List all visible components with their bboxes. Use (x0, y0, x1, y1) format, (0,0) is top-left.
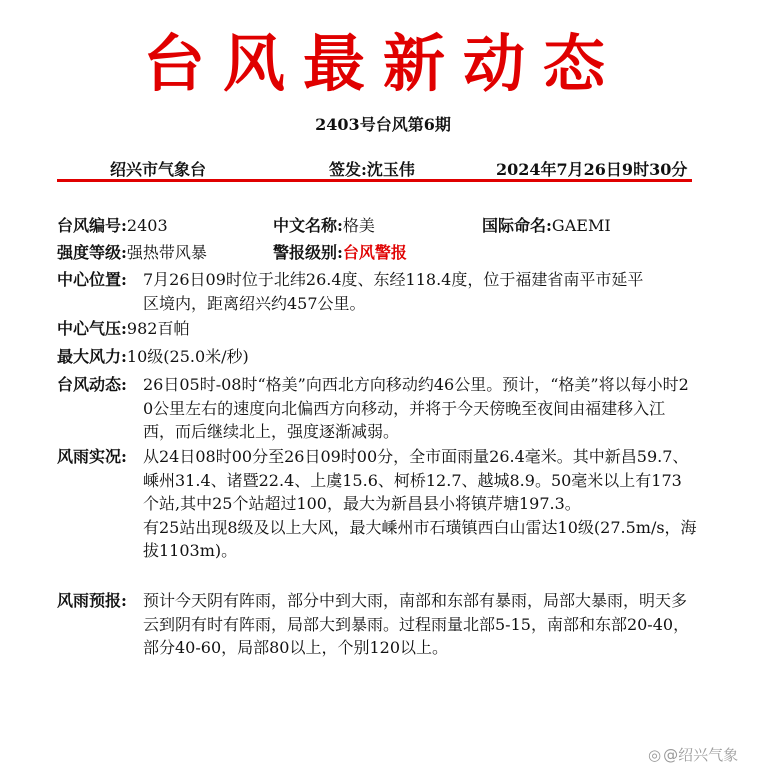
row-typhoon-number (57, 214, 168, 238)
number-value: 2403 (126, 216, 168, 235)
issue-datetime: 2024年7月26日9时30分 (496, 160, 688, 179)
warning-label: 警报级别: (273, 243, 343, 262)
row-pressure (57, 317, 189, 341)
intl-name-label: 国际命名: (482, 216, 552, 235)
intl-name-value: GAEMI (551, 216, 611, 235)
header-divider (57, 179, 692, 182)
position-line-2: 区境内，距离绍兴约457公里。 (143, 293, 366, 313)
center-position (57, 268, 697, 315)
position-label: 中心位置: (57, 270, 127, 289)
position-line-1: 7月26日09时位于北纬26.4度、东经118.4度，位于福建省南平市延平 (143, 270, 644, 289)
row-max-wind (57, 345, 249, 369)
intensity-label: 强度等级: (57, 243, 127, 262)
typhoon-movement (57, 373, 697, 444)
row-intensity (57, 241, 207, 265)
row-warning (273, 241, 407, 265)
intensity-value: 强热带风暴 (126, 243, 207, 262)
observed-weather (57, 445, 697, 563)
weibo-icon: ◎ (648, 746, 662, 764)
wind-value: 10级(25.0米/秒) (126, 347, 249, 366)
movement-text: 26日05时-08时“格美”向西北方向移动约46公里。预计，“格美”将以每小时20公里左右的速度向北偏西方向移动，并将于今天傍晚至夜间由福建移入江西，而后继续北上，强度逐渐减弱。 (143, 375, 689, 441)
row-intl-name (482, 214, 611, 238)
warning-value: 台风警报 (342, 243, 407, 262)
observed-text-1: 从24日08时00分至26日09时00分，全市面雨量26.4毫米。其中新昌59.7、嵊州31.4、诸暨22.4、上虞15.6、柯桥12.7、越城8.9。50毫米以上有173个站,其中25个站超过100，最大为新昌县小将镇芹塘197.3。 (143, 447, 689, 513)
row-cn-name (273, 214, 375, 238)
watermark (648, 744, 738, 765)
pressure-value: 982百帕 (126, 319, 190, 338)
cn-name-label: 中文名称: (273, 216, 343, 235)
weather-forecast (57, 589, 697, 660)
forecast-label: 风雨预报: (57, 591, 127, 610)
movement-label: 台风动态: (57, 375, 127, 394)
pressure-label: 中心气压: (57, 319, 127, 338)
issuing-office: 绍兴市气象台 (110, 160, 207, 179)
cn-name-value: 格美 (342, 216, 375, 235)
signer: 签发:沈玉伟 (329, 160, 415, 179)
observed-label: 风雨实况: (57, 447, 127, 466)
issue-number: 2403号台风第6期 (315, 115, 451, 134)
number-label: 台风编号: (57, 216, 127, 235)
wind-label: 最大风力: (57, 347, 127, 366)
forecast-text: 预计今天阴有阵雨，部分中到大雨，南部和东部有暴雨，局部大暴雨，明天多云到阴有时有阵雨，局部大到暴雨。过程雨量北部5-15，南部和东部20-40，部分40-60，局部80以上，个别120以上。 (143, 591, 690, 657)
page-title: 台风最新动态 (142, 27, 623, 100)
observed-text-2: 有25站出现8级及以上大风，最大嵊州市石璜镇西白山雷达10级(27.5m/s，海拔1103m)。 (143, 517, 697, 560)
watermark-text: @绍兴气象 (663, 746, 739, 764)
